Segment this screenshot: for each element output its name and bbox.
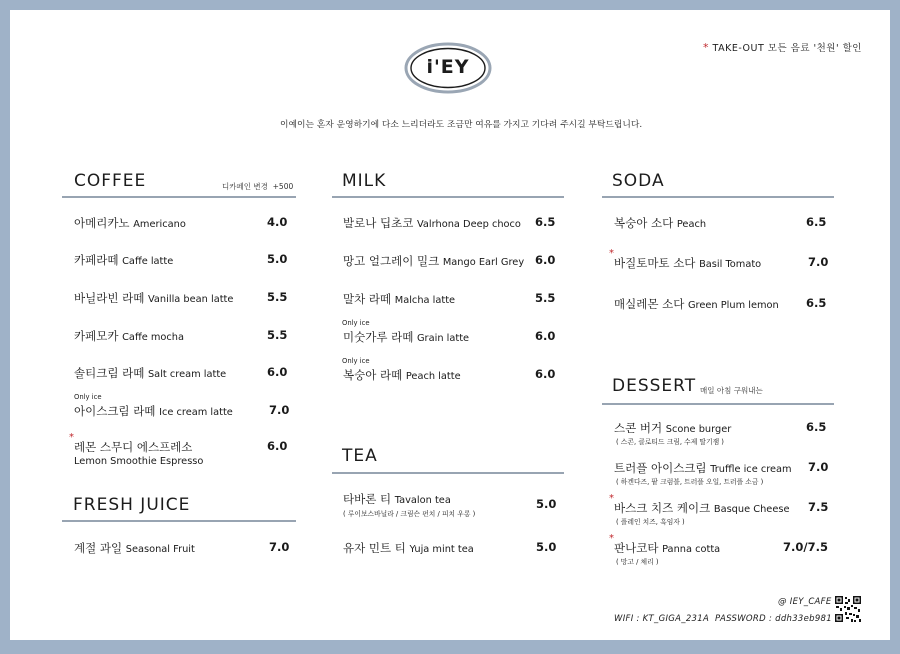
dessert-title: DESSERT (612, 376, 697, 396)
price-valrhona-deep-choco: 6.5 (535, 215, 556, 229)
milk-title: MILK (342, 171, 387, 191)
price-ice-cream-latte: 7.0 (269, 403, 290, 417)
price-panna-cotta: 7.0/7.5 (783, 540, 828, 554)
menu-item-seasonal-fruit: 계절 과일 Seasonal Fruit (74, 541, 195, 555)
price-truffle-ice-cream: 7.0 (808, 460, 829, 474)
menu-item-malcha-latte: 말차 라떼 Malcha latte (343, 292, 456, 306)
price-peach-latte: 6.0 (535, 367, 556, 381)
price-malcha-latte: 5.5 (535, 291, 556, 305)
menu-item-panna-cotta-desc: ( 망고 / 체리 ) (616, 558, 659, 566)
menu-item-peach-latte: 복숭아 라떼 Peach latte (343, 368, 461, 382)
notice-text: 이예이는 혼자 운영하기에 다소 느리더라도 조금만 여유를 가지고 기다려 주시길 부탁드립니다. (280, 120, 643, 130)
price-salt-cream-latte: 6.0 (267, 365, 288, 379)
menu-item-basque-cheese-desc: ( 플레인 치즈, 흑임자 ) (616, 518, 685, 526)
price-basque-cheese: 7.5 (808, 500, 829, 514)
star-mark-icon: * (609, 493, 614, 504)
milk-rule (332, 196, 564, 198)
menu-item-panna-cotta: 판나코타 Panna cotta (614, 541, 721, 555)
takeout-note (703, 40, 862, 54)
price-lemon-smoothie-espresso: 6.0 (267, 439, 288, 453)
fresh-juice-title: FRESH JUICE (73, 495, 191, 515)
menu-item-salt-cream-latte: 솔티크림 라떼 Salt cream latte (74, 366, 227, 380)
menu-item-caffe-mocha: 카페모카 Caffe mocha (74, 329, 184, 343)
takeout-text: TAKE-OUT 모든 음료 '천원' 할인 (712, 43, 862, 54)
tea-rule (332, 472, 564, 474)
menu-item-truffle-ice-cream: 트러플 아이스크림 Truffle ice cream (614, 461, 792, 475)
price-scone-burger: 6.5 (806, 420, 827, 434)
tea-title: TEA (342, 446, 378, 466)
menu-item-grain-latte: 미숫가루 라떼 Grain latte (343, 330, 470, 344)
dessert-rule (602, 403, 834, 405)
price-americano: 4.0 (267, 215, 288, 229)
star-mark-icon: * (609, 533, 614, 544)
soda-title: SODA (612, 171, 665, 191)
coffee-title: COFFEE (74, 171, 147, 191)
price-caffe-latte: 5.0 (267, 252, 288, 266)
soda-rule (602, 196, 834, 198)
menu-item-scone-burger: 스콘 버거 Scone burger (614, 421, 732, 435)
menu-item-ice-cream-latte: 아이스크림 라떼 Ice cream latte (74, 404, 233, 418)
only-ice-tag: Only ice (74, 393, 102, 401)
price-peach-soda: 6.5 (806, 215, 827, 229)
menu-item-valrhona-deep-choco: 발로나 딥초코 Valrhona Deep choco (343, 216, 521, 230)
menu-item-tavalon-tea-desc: ( 루이보스바닐라 / 크림슨 펀치 / 피치 우롱 ) (343, 510, 476, 518)
coffee-rule (62, 196, 296, 198)
menu-item-mango-earl-grey: 망고 얼그레이 밀크 Mango Earl Grey (343, 254, 525, 268)
menu-item-lemon-smoothie-espresso: 레몬 스무디 에스프레소 (74, 440, 193, 454)
price-tavalon-tea: 5.0 (536, 497, 557, 511)
menu-item-americano: 아메리카노 Americano (74, 216, 186, 230)
decaf-price: +500 (272, 182, 294, 191)
menu-item-scone-burger-desc: ( 스콘, 클로티드 크림, 수제 딸기잼 ) (616, 438, 724, 446)
menu-item-caffe-latte: 카페라떼 Caffe latte (74, 253, 174, 267)
wifi-password: PASSWORD : ddh33eb981 (715, 614, 832, 624)
star-mark-icon: * (609, 248, 614, 259)
qr-code-icon[interactable] (834, 595, 862, 623)
price-mango-earl-grey: 6.0 (535, 253, 556, 267)
price-basil-tomato: 7.0 (808, 255, 829, 269)
menu-item-lemon-smoothie-espresso-en: Lemon Smoothie Espresso (74, 456, 204, 467)
price-seasonal-fruit: 7.0 (269, 540, 290, 554)
wifi-info: WIFI : KT_GIGA_231A (614, 614, 710, 624)
logo-text: i'EY (426, 56, 470, 78)
menu-item-peach-soda: 복숭아 소다 Peach (614, 216, 707, 230)
menu-item-basil-tomato: 바질토마토 소다 Basil Tomato (614, 256, 762, 270)
star-mark-icon: * (69, 432, 74, 443)
menu-item-tavalon-tea: 타바론 티 Tavalon tea (343, 492, 451, 506)
price-green-plum-lemon: 6.5 (806, 296, 827, 310)
price-vanilla-bean-latte: 5.5 (267, 290, 288, 304)
only-ice-tag: Only ice (342, 357, 370, 365)
only-ice-tag: Only ice (342, 319, 370, 327)
logo (404, 42, 492, 94)
menu-item-vanilla-bean-latte: 바닐라빈 라떼 Vanilla bean latte (74, 291, 234, 305)
price-grain-latte: 6.0 (535, 329, 556, 343)
price-yuja-mint-tea: 5.0 (536, 540, 557, 554)
menu-item-truffle-ice-cream-desc: ( 하겐다즈, 팥 크럼블, 트러플 오일, 트러플 소금 ) (616, 478, 764, 486)
menu-item-green-plum-lemon: 매실레몬 소다 Green Plum lemon (614, 297, 779, 311)
menu-item-yuja-mint-tea: 유자 민트 티 Yuja mint tea (343, 541, 474, 555)
fresh-juice-rule (62, 520, 296, 522)
menu-item-basque-cheese: 바스크 치즈 케이크 Basque Cheese (614, 501, 790, 515)
star-mark-icon: * (703, 41, 709, 54)
dessert-note: 매일 아침 구워내는 (700, 386, 763, 395)
decaf-note (222, 181, 293, 192)
price-caffe-mocha: 5.5 (267, 328, 288, 342)
decaf-label: 디카페인 변경 (222, 182, 268, 191)
instagram-handle: @ IEY_CAFE (778, 597, 832, 607)
